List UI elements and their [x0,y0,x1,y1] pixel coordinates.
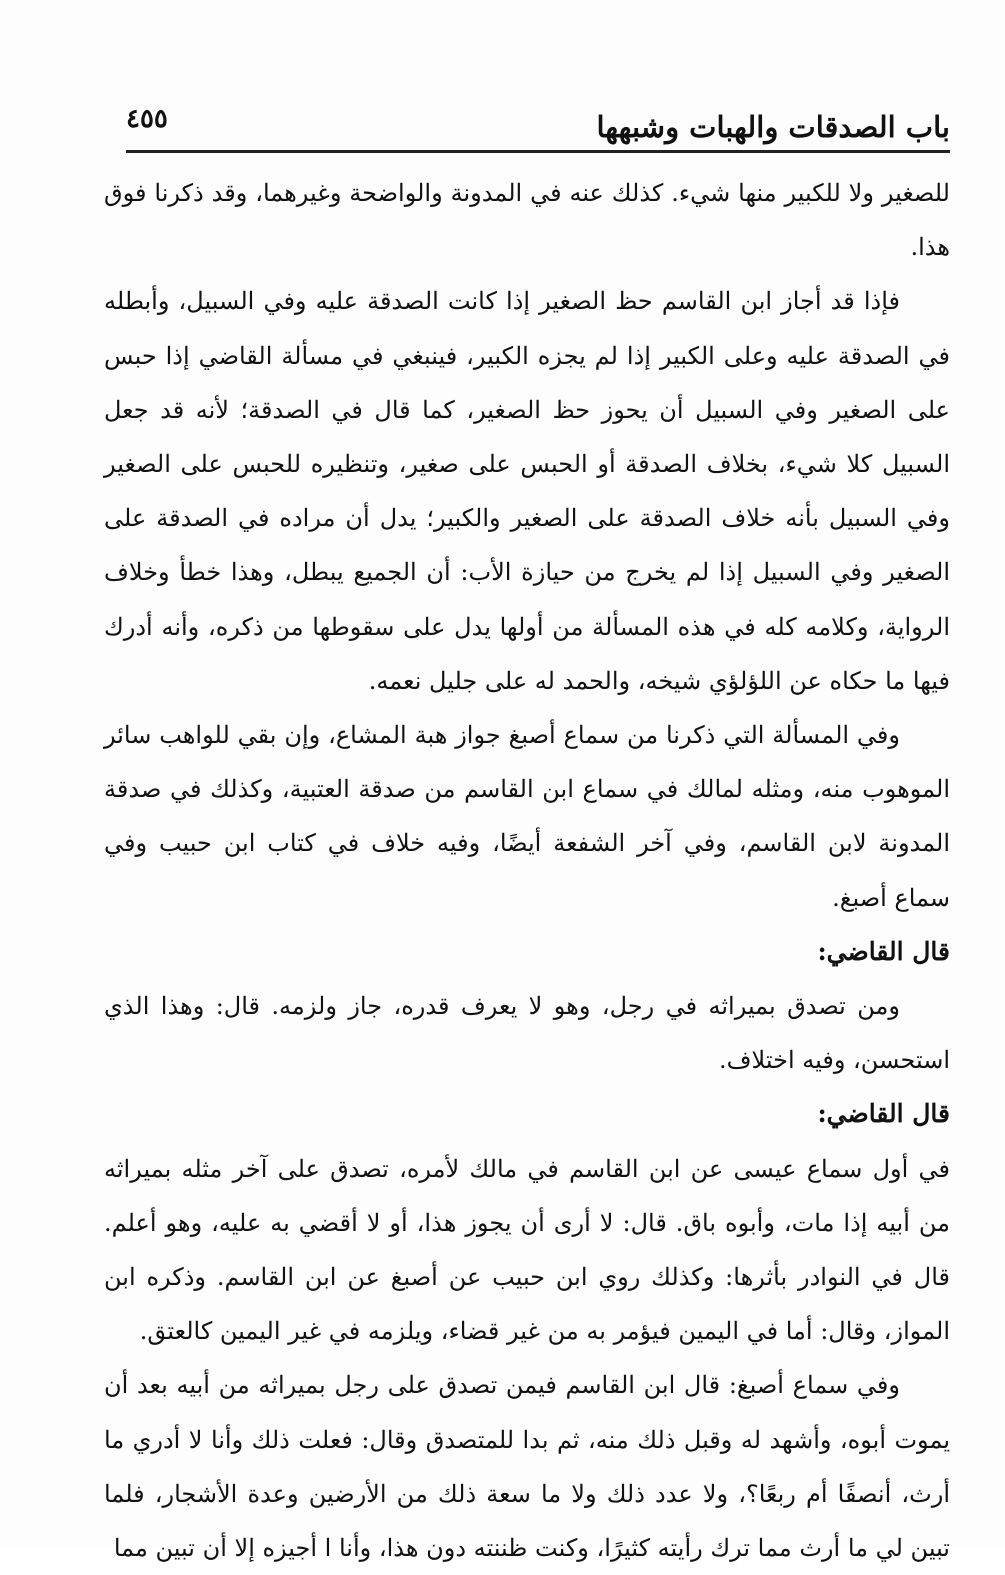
paragraph: ومن تصدق بميراثه في رجل، وهو لا يعرف قدره، جاز ولزمه. قال: وهذا الذي استحسن، وفيه اختلاف. [104,992,950,1075]
paragraph: فإذا قد أجاز ابن القاسم حظ الصغير إذا كانت الصدقة عليه وفي السبيل، وأبطله في الصدقة عليه وعلى الكبير إذا لم يجزه الكبير، فينبغي في مسألة القاضي إذا حبس على الصغير وفي السبيل أن يحوز حظ الصغير، كما قال في الصدقة؛ لأنه قد جعل السبيل كلا شيء، بخلاف الصدقة أو الحبس على صغير، وتنظيره للحبس على الصغير وفي السبيل بأنه خلاف الصدقة على الصغير والكبير؛ يدل أن مراده في الصدقة على الصغير وفي السبيل إذا لم يخرج من حيازة الأب: أن الجميع يبطل، وهذا خطأ وخلاف الرواية، وكلامه كله في هذه المسألة من أولها يدل على سقوطها من ذكره، وأنه أدرك فيها ما حكاه عن اللؤلؤي شيخه، والحمد له على جليل نعمه. [104,287,950,695]
paragraph: وفي سماع أصبغ: قال ابن القاسم فيمن تصدق على رجل بميراثه من أبيه بعد أن يموت أبوه، وأشهد له وقبل ذلك منه، ثم بدا للمتصدق وقال: فعلت ذلك وأنا لا أدري ما أرث، أنصفًا أم ربعًا؟، ولا عدد ذلك ولا ما سعة ذلك من الأرضين وعدة الأشجار، فلما تبين لي ما أرث مما ترك رأيته كثيرًا، وكنت ظننته دون هذا، وأنا ا أجيزه إلا أن تبين مما [104,1371,950,1563]
section-heading: قال القاضي: [817,1099,950,1129]
section-heading: قال القاضي: [817,936,950,966]
paragraph: في أول سماع عيسى عن ابن القاسم في مالك لأمره، تصدق على آخر مثله بميراثه من أبيه إذا مات، وأبوه باق. قال: لا أرى أن يجوز هذا، أو لا أقضي به عليه، وهو أعلم. قال في النوادر بأثرها: وكذلك روي ابن حبيب عن أصبغ عن ابن القاسم. وذكره ابن المواز، وقال: أما في اليمين فيؤمر به من غير قضاء، ويلزمه في غير اليمين كالعتق. [104,1154,950,1346]
paragraph-continuation: للصغير ولا للكبير منها شيء. كذلك عنه في المدونة والواضحة وغيرهما، وقد ذكرنا فوق هذا. [104,179,950,262]
page-number: ٤٥٥ [126,104,168,134]
paragraph: وفي المسألة التي ذكرنا من سماع أصبغ جواز هبة المشاع، وإن بقي للواهب سائر الموهوب منه، ومثله لمالك في سماع ابن القاسم من صدقة العتبية، وكذلك في صدقة المدونة لابن القاسم، وفي آخر الشفعة أيضًا، وفيه خلاف في كتاب ابن حبيب وفي سماع أصبغ. [104,721,950,912]
header-rule [126,150,950,153]
page-header [120,98,950,156]
running-title: باب الصدقات والهبات وشبهها [596,110,950,144]
body-text [104,166,950,1575]
